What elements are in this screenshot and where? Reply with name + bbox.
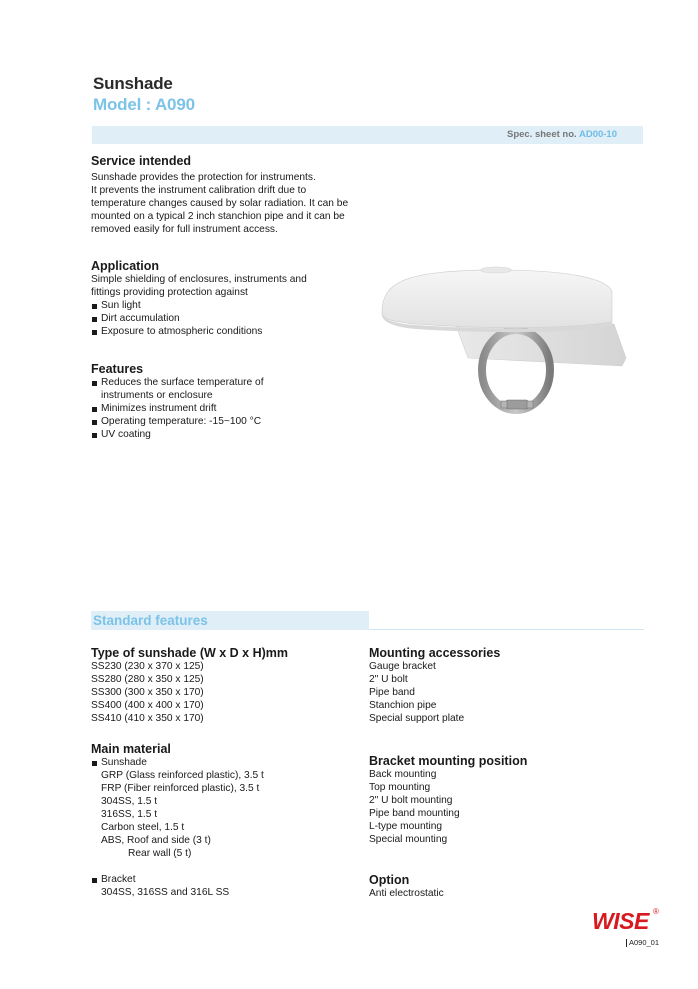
list-item: GRP (Glass reinforced plastic), 3.5 t — [101, 770, 264, 781]
type-section — [91, 646, 288, 725]
application-list — [91, 299, 307, 338]
list-item: Exposure to atmospheric conditions — [91, 325, 307, 338]
material-bracket-list — [91, 873, 264, 886]
list-item: FRP (Fiber reinforced plastic), 3.5 t — [101, 783, 260, 794]
standard-features-divider — [369, 629, 644, 630]
wise-logo-text: WISE — [592, 908, 649, 934]
bracket-position-section — [369, 754, 527, 846]
list-item: ABS, Roof and side (3 t) — [101, 835, 211, 846]
spec-sheet-code: AD00-10 — [578, 129, 617, 140]
mounting-accessories-section — [369, 646, 500, 725]
mounting-accessories-heading: Mounting accessories — [369, 646, 501, 660]
service-intended-section — [91, 154, 348, 236]
sunshade-product-photo — [376, 262, 630, 422]
page-code: A090_01 — [629, 938, 660, 947]
model-number: Model : A090 — [93, 95, 195, 114]
standard-features-bar — [91, 611, 369, 630]
service-line: It prevents the instrument calibration drift due to — [91, 185, 307, 196]
list-item: Stanchion pipe — [369, 700, 437, 711]
list-item: Special support plate — [369, 713, 465, 724]
list-item: 304SS, 316SS and 316L SS — [101, 887, 230, 898]
application-section — [91, 259, 307, 338]
feature-text-continued: instruments or enclosure — [101, 390, 213, 401]
list-item: 2" U bolt mounting — [369, 795, 453, 806]
material-heading: Main material — [91, 742, 171, 756]
option-section — [369, 873, 444, 900]
list-item: SS410 (410 x 350 x 170) — [91, 713, 204, 724]
list-item: Anti electrostatic — [369, 888, 444, 899]
service-line: removed easily for full instrument access. — [91, 224, 278, 235]
list-item: Bracket — [91, 873, 264, 886]
spec-sheet-bar — [92, 126, 643, 144]
list-item: SS300 (300 x 350 x 170) — [91, 687, 204, 698]
mounting-accessories-list — [369, 660, 500, 725]
list-item: UV coating — [91, 428, 264, 441]
list-item: 304SS, 1.5 t — [101, 796, 158, 807]
option-list — [369, 887, 444, 900]
type-heading: Type of sunshade (W x D x H)mm — [91, 646, 289, 660]
service-line: mounted on a typical 2 inch stanchion pipe and it can be — [91, 211, 345, 222]
type-list — [91, 660, 288, 725]
list-item: Top mounting — [369, 782, 431, 793]
material-bracket-items — [91, 886, 264, 899]
material-sunshade-list — [91, 756, 264, 769]
list-item: SS400 (400 x 400 x 170) — [91, 700, 204, 711]
wise-logo — [591, 905, 661, 935]
option-heading: Option — [369, 873, 410, 887]
list-item: Pipe band mounting — [369, 808, 460, 819]
standard-features-label: Standard features — [93, 613, 208, 628]
list-item: Operating temperature: -15~100 °C — [91, 415, 264, 428]
material-section — [91, 742, 264, 899]
list-item: SS280 (280 x 350 x 125) — [91, 674, 204, 685]
service-line: Sunshade provides the protection for instruments. — [91, 172, 316, 183]
list-item: 316SS, 1.5 t — [101, 809, 158, 820]
list-item: 2" U bolt — [369, 674, 408, 685]
bracket-position-list — [369, 768, 527, 846]
page-title: Sunshade — [93, 74, 173, 93]
application-heading: Application — [91, 259, 160, 273]
application-line: Simple shielding of enclosures, instruments and — [91, 274, 307, 285]
list-item — [91, 376, 264, 402]
service-text — [91, 171, 348, 236]
spec-sheet-label: Spec. sheet no. — [506, 129, 577, 140]
list-item: Pipe band — [369, 687, 415, 698]
spec-sheet-number — [507, 129, 617, 140]
material-sunshade-items — [91, 769, 264, 847]
registered-mark: ® — [653, 907, 659, 916]
application-line: fittings providing protection against — [91, 287, 248, 298]
feature-text: Reduces the surface temperature of — [101, 377, 264, 388]
list-item: SS230 (230 x 370 x 125) — [91, 661, 204, 672]
list-item: Carbon steel, 1.5 t — [101, 822, 185, 833]
list-item: Gauge bracket — [369, 661, 436, 672]
features-list — [91, 376, 264, 441]
list-item: Minimizes instrument drift — [91, 402, 264, 415]
service-line: temperature changes caused by solar radiation. It can be — [91, 198, 349, 209]
service-heading: Service intended — [91, 154, 192, 168]
application-text — [91, 273, 307, 299]
list-item: Dirt accumulation — [91, 312, 307, 325]
features-section — [91, 362, 264, 441]
material-rear-wall: Rear wall (5 t) — [128, 848, 192, 859]
bracket-position-heading: Bracket mounting position — [369, 754, 528, 768]
features-heading: Features — [91, 362, 144, 376]
footer-divider — [626, 939, 627, 947]
list-item: Sun light — [91, 299, 307, 312]
list-item: Special mounting — [369, 834, 448, 845]
list-item: L-type mounting — [369, 821, 443, 832]
list-item: Sunshade — [91, 756, 264, 769]
list-item: Back mounting — [369, 769, 437, 780]
